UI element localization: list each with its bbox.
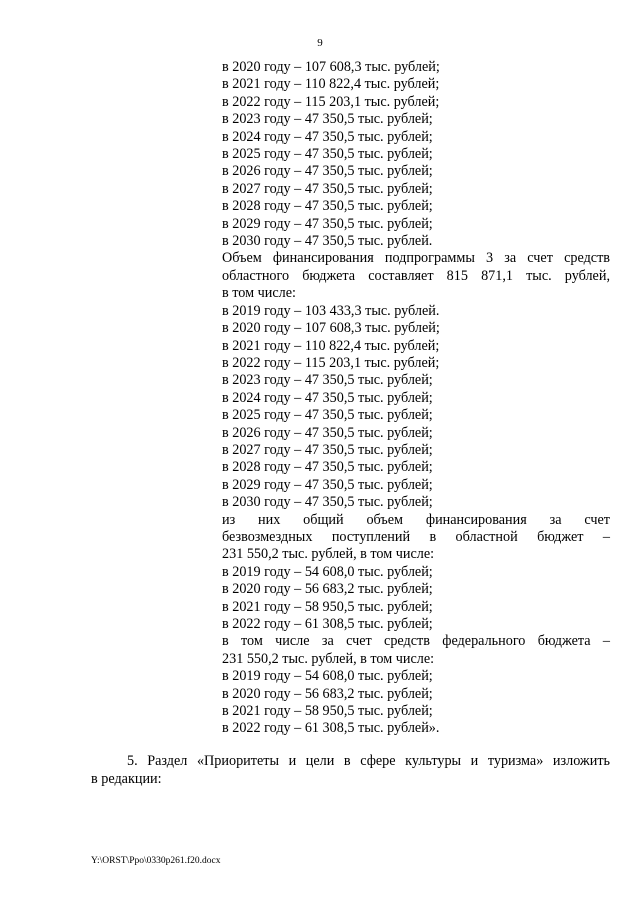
text-line: безвозмездных поступлений в областной бюджет – [222, 528, 610, 545]
text-line: в 2030 году – 47 350,5 тыс. рублей. [222, 233, 433, 250]
text-line: в 2029 году – 47 350,5 тыс. рублей; [222, 215, 433, 232]
text-line: в 2021 году – 110 822,4 тыс. рублей; [222, 337, 440, 354]
text-line: в 2026 году – 47 350,5 тыс. рублей; [222, 424, 433, 441]
text-line: в 2023 году – 47 350,5 тыс. рублей; [222, 372, 433, 389]
text-line: в том числе за счет средств федерального бюджета – [222, 633, 610, 650]
text-line: областного бюджета составляет 815 871,1 тыс. рублей, [222, 267, 610, 284]
file-path-footer: Y:\ORST\Ppo\0330p261.f20.docx [91, 856, 221, 866]
text-line: 231 550,2 тыс. рублей, в том числе: [222, 650, 435, 667]
text-line: в 2023 году – 47 350,5 тыс. рублей; [222, 111, 433, 128]
text-line: в 2019 году – 103 433,3 тыс. рублей. [222, 302, 440, 319]
text-line: в 2022 году – 61 308,5 тыс. рублей; [222, 616, 433, 632]
text-line: в 2022 году – 115 203,1 тыс. рублей; [222, 93, 440, 110]
text-line: из них общий объем финансирования за счет [222, 511, 610, 528]
paragraph-5-line-1: 5. Раздел «Приоритеты и цели в сфере культуры и туризма» изложить [127, 753, 610, 769]
text-line: в 2024 году – 47 350,5 тыс. рублей; [222, 389, 433, 406]
text-line: в 2025 году – 47 350,5 тыс. рублей; [222, 146, 433, 163]
text-line: в 2022 году – 61 308,5 тыс. рублей». [222, 720, 440, 737]
paragraph-5-line-2: в редакции: [91, 771, 162, 787]
text-line: в 2025 году – 47 350,5 тыс. рублей; [222, 407, 433, 424]
text-line: в 2019 году – 54 608,0 тыс. рублей; [222, 563, 433, 580]
text-line: в 2020 году – 107 608,3 тыс. рублей; [222, 59, 440, 75]
text-line: в 2026 году – 47 350,5 тыс. рублей; [222, 163, 433, 180]
text-line: в 2021 году – 58 950,5 тыс. рублей; [222, 598, 433, 615]
text-line: в 2020 году – 56 683,2 тыс. рублей; [222, 685, 433, 702]
text-line: в 2019 году – 54 608,0 тыс. рублей; [222, 668, 433, 685]
text-line: в 2020 году – 107 608,3 тыс. рублей; [222, 320, 440, 337]
text-line: в 2021 году – 58 950,5 тыс. рублей; [222, 703, 433, 720]
text-line: в 2030 году – 47 350,5 тыс. рублей; [222, 494, 433, 511]
text-line: 231 550,2 тыс. рублей, в том числе: [222, 546, 435, 563]
text-line: в 2028 году – 47 350,5 тыс. рублей; [222, 459, 433, 476]
text-line: в 2027 году – 47 350,5 тыс. рублей; [222, 441, 433, 458]
text-line: в 2024 году – 47 350,5 тыс. рублей; [222, 128, 433, 145]
text-line: в 2020 году – 56 683,2 тыс. рублей; [222, 581, 433, 598]
text-line: в 2029 году – 47 350,5 тыс. рублей; [222, 476, 433, 493]
financing-list [222, 59, 610, 738]
text-line: в 2027 году – 47 350,5 тыс. рублей; [222, 180, 433, 197]
text-line: Объем финансирования подпрограммы 3 за счет средств [222, 250, 610, 267]
page-number: 9 [317, 37, 323, 49]
text-line: в 2021 году – 110 822,4 тыс. рублей; [222, 76, 440, 93]
paragraph-5 [91, 752, 610, 788]
text-line: в том числе: [222, 285, 296, 302]
text-line: в 2028 году – 47 350,5 тыс. рублей; [222, 198, 433, 215]
text-line: в 2022 году – 115 203,1 тыс. рублей; [222, 354, 440, 371]
